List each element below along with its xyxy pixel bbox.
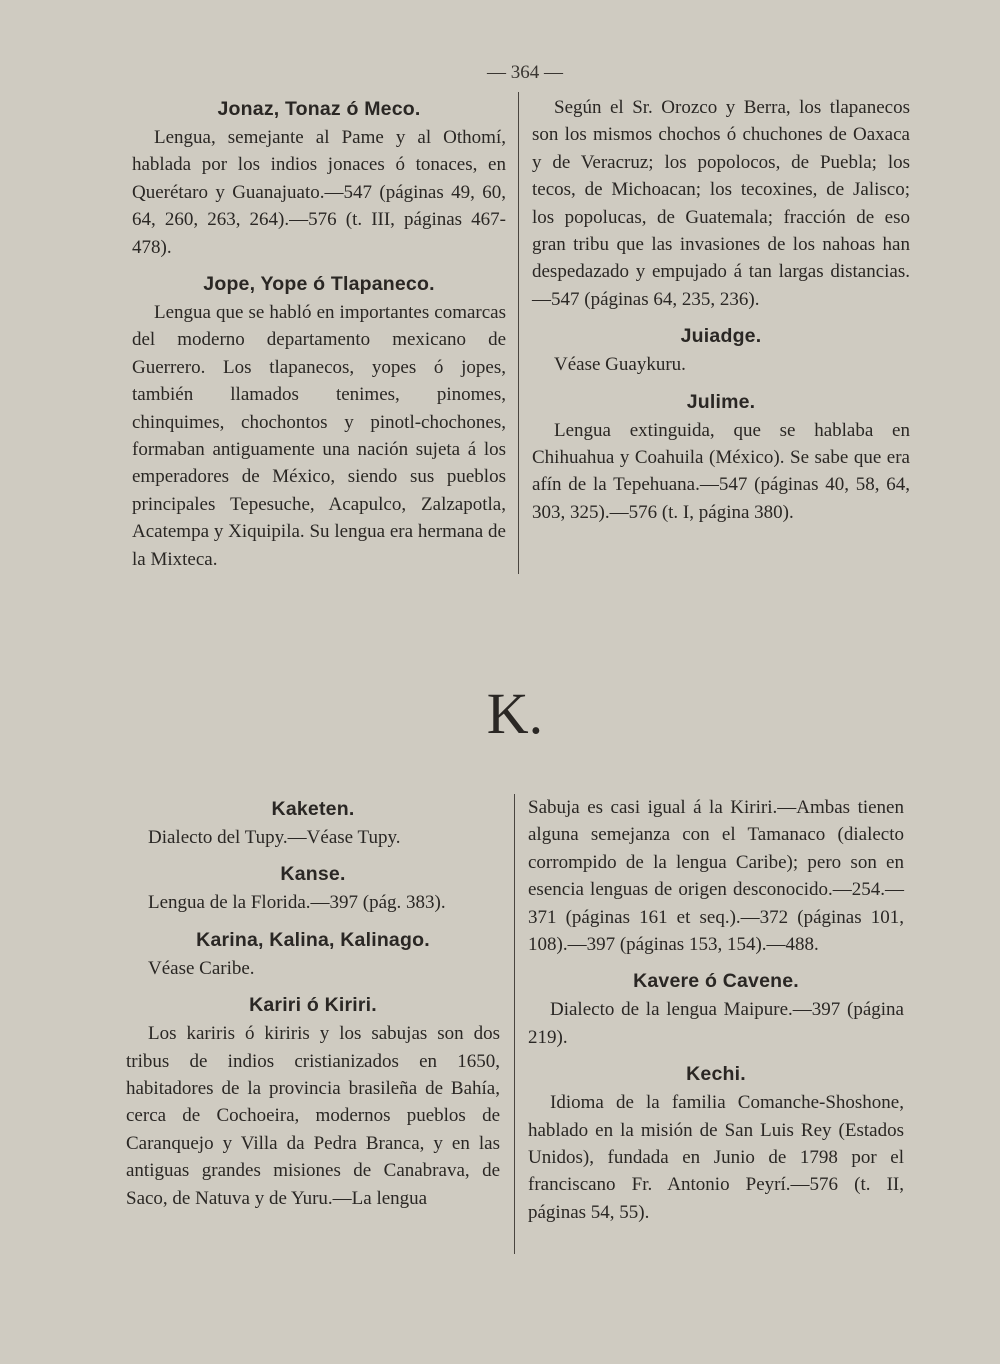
entry-heading-kaketen: Kaketen. [271, 798, 355, 820]
entry-body-kavere: Dialecto de la lengua Maipure.—397 (página 219). [528, 999, 904, 1048]
entry-heading-kavere: Kavere ó Cavene. [633, 970, 799, 993]
entry-heading-jope: Jope, Yope ó Tlapaneco. [203, 273, 435, 296]
column-divider-top [518, 92, 519, 574]
entry-body-jope-continued: Según el Sr. Orozco y Berra, los tlapanecos son los mismos chochos ó chuchones de Oaxaca y de Veracruz; los popolocos, de Puebla; los tecos, de Michoacan; los tecoxines, de Jalisco; los popolucas, de Guatemala; fracción de eso gran tribu que las invasiones de los nahoas han despedazado y empujado á tan largas distancias.—547 (páginas 64, 235, 236). [532, 97, 910, 310]
entry-heading-julime: Julime. [686, 390, 756, 413]
entry-heading-kanse: Kanse. [280, 863, 346, 886]
entry-body-julime: Lengua extinguida, que se hablaba en Chihuahua y Coahuila (México). Se sabe que era afín de la Tepehuana.—547 (páginas 40, 58, 64, 303, 325).—576 (t. I, página 380). [532, 419, 910, 523]
entry-heading-kechi: Kechi. [686, 1063, 746, 1086]
entry-body-jonaz: Lengua, semejante al Pame y al Othomí, hablada por los indios jonaces ó tonaces, en Querétaro y Guanajuato.—547 (páginas 49, 60, 64, 260, 263, 264).—576 (t. III, páginas 467-478). [132, 127, 506, 258]
top-right-column [532, 94, 910, 526]
entry-heading-karina: Karina, Kalina, Kalinago. [196, 928, 430, 951]
entry-body-kariri: Los kariris ó kiriris y los sabujas son dos tribus de indios cristianizados en 1650, habitadores de la provincia brasileña de Bahía, cerca de Cochoeira, modernos pueblos de Caranquejo y Villa da Pedra Branca, y en las antiguas grandes misiones de Canabrava, de Saco, de Natuva y de Yuru.—La lengua [126, 1023, 500, 1209]
entry-body-kechi: Idioma de la familia Comanche-Shoshone, hablado en la misión de San Luis Rey (Estados Unidos), fundada en Junio de 1798 por el franciscano Fr. Antonio Peyrí.—576 (t. II, páginas 54, 55). [528, 1092, 904, 1223]
entry-body-kariri-continued: Sabuja es casi igual á la Kiriri.—Ambas tienen alguna semejanza con el Tamanaco (dialecto corrompido de la lengua Caribe); pero son en esencia lenguas de origen desconocido.—254.—371 (páginas 161 et seq.).—372 (páginas 101, 108).—397 (páginas 153, 154).—488. [528, 797, 904, 956]
page-number: — 364 — [487, 62, 563, 83]
section-letter: K. [486, 681, 544, 746]
entry-body-kaketen: Dialecto del Tupy.—Véase Tupy. [148, 827, 401, 848]
entry-body-juiadge: Véase Guaykuru. [554, 354, 686, 376]
bottom-left-column [126, 794, 500, 1212]
entry-heading-jonaz: Jonaz, Tonaz ó Meco. [217, 98, 421, 120]
entry-heading-juiadge: Juiadge. [680, 325, 762, 348]
top-left-column [132, 94, 506, 573]
entry-body-jope: Lengua que se habló en importantes comarcas del moderno departamento mexicano de Guerrero. Los tlapanecos, yopes ó jopes, también llamados tenimes, pinomes, chinquimes, chochontos y pinotl-chochones, formaban antiguamente una nación sujeta á los emperadores de México, siendo sus pueblos principales Tepesuche, Acapulco, Zalzapotla, Acatempa y Xiquipila. Su lengua era hermana de la Mixteca. [132, 302, 506, 570]
column-divider-bottom [514, 794, 515, 1254]
bottom-right-column [528, 794, 904, 1226]
entry-heading-kariri: Kariri ó Kiriri. [249, 994, 377, 1017]
entry-body-karina: Véase Caribe. [148, 957, 255, 979]
entry-body-kanse: Lengua de la Florida.—397 (pág. 383). [148, 892, 446, 914]
